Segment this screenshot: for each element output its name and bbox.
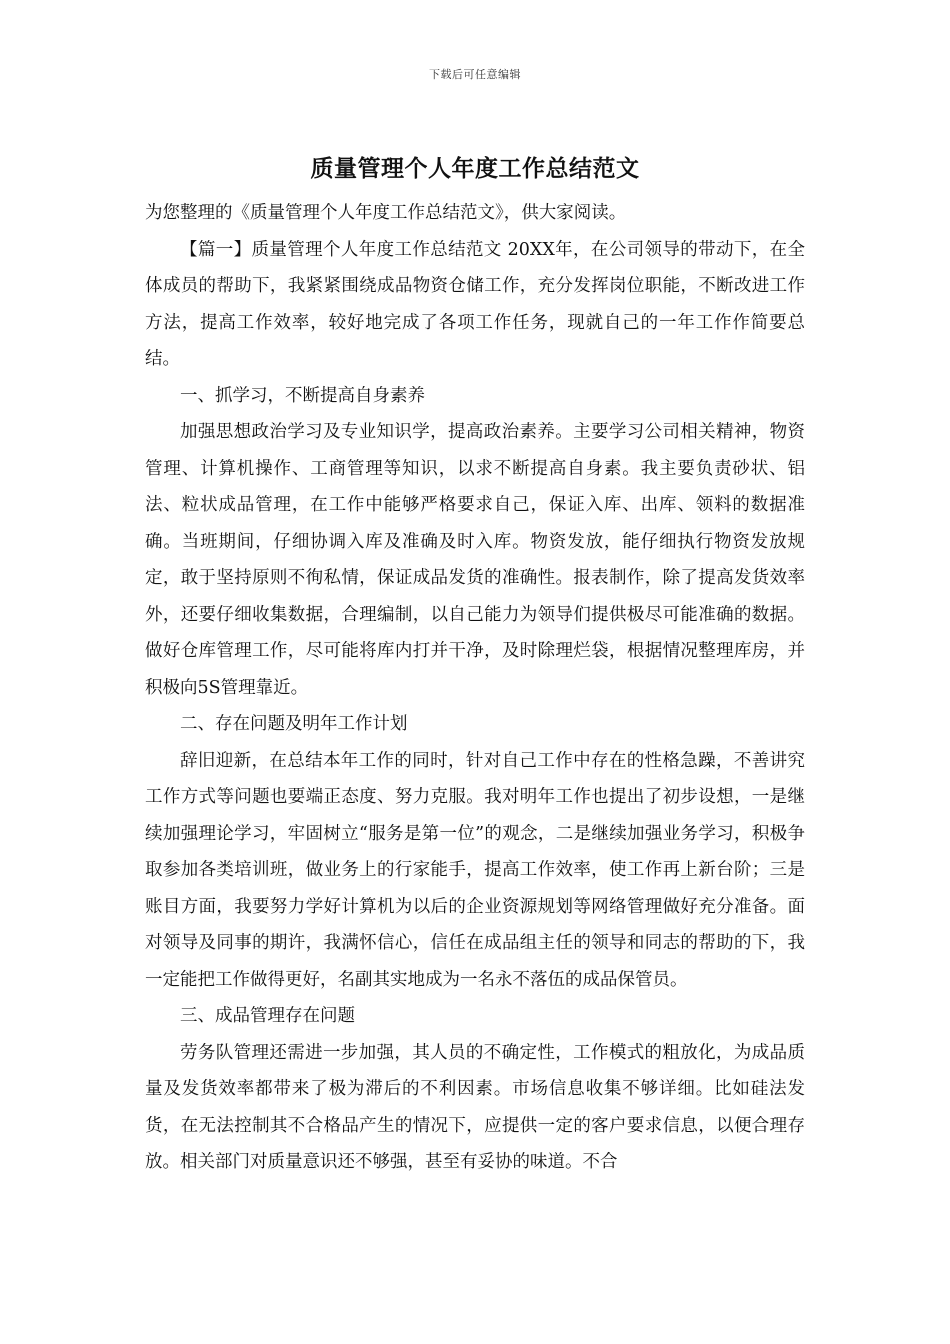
header-note: 下载后可任意编辑 [429, 68, 521, 81]
document-body [145, 195, 805, 1181]
paragraph-part-one: 【篇一】质量管理个人年度工作总结范文 20XX年，在公司领导的带动下，在全体成员的帮助下，我紧紧围绕成品物资仓储工作，充分发挥岗位职能，不断改进工作方法，提高工作效率，较好地完成了各项工作任务，现就自己的一年工作作简要总结。 [145, 239, 805, 369]
section-heading-problems-plan: 二、存在问题及明年工作计划 [180, 714, 408, 734]
section-heading-product-management: 三、成品管理存在问题 [180, 1006, 355, 1026]
section-heading-study: 一、抓学习，不断提高自身素养 [180, 385, 425, 406]
intro-paragraph: 为您整理的《质量管理个人年度工作总结范文》，供大家阅读。 [145, 203, 627, 223]
paragraph-product-management: 劳务队管理还需进一步加强，其人员的不确定性，工作模式的粗放化，为成品质量及发货效率都带来了极为滞后的不利因素。市场信息收集不够详细。比如硅法发货，在无法控制其不合格品产生的情况下，应提供一定的客户要求信息，以便合理存放。相关部门对质量意识还不够强，甚至有妥协的味道。不合 [145, 1042, 805, 1172]
paragraph-problems-plan: 辞旧迎新，在总结本年工作的同时，针对自己工作中存在的性格急躁，不善讲究工作方式等问题也要端正态度、努力克服。我对明年工作也提出了初步设想，一是继续加强理论学习，牢固树立“服务是第一位”的观念，二是继续加强业务学习，积极争取参加各类培训班，做业务上的行家能手，提高工作效率，使工作再上新台阶；三是账目方面，我要努力学好计算机为以后的企业资源规划等网络管理做好充分准备。面对领导及同事的期许，我满怀信心，信任在成品组主任的领导和同志的帮助的下，我一定能把工作做得更好，名副其实地成为一名永不落伍的成品保管员。 [145, 750, 805, 990]
paragraph-study: 加强思想政治学习及专业知识学，提高政治素养。主要学习公司相关精神，物资管理、计算机操作、工商管理等知识，以求不断提高自身素。我主要负责砂状、铝法、粒状成品管理，在工作中能够严格要求自己，保证入库、出库、领料的数据准确。当班期间，仔细协调入库及准确及时入库。物资发放，能仔细执行物资发放规定，敢于坚持原则不徇私情，保证成品发货的准确性。报表制作，除了提高发货效率外，还要仔细收集数据，合理编制，以自己能力为领导们提供极尽可能准确的数据。做好仓库管理工作，尽可能将库内打并干净，及时除理烂袋，根据情况整理库房，并积极向5S管理靠近。 [145, 422, 805, 698]
document-title: 质量管理个人年度工作总结范文 [310, 155, 640, 182]
